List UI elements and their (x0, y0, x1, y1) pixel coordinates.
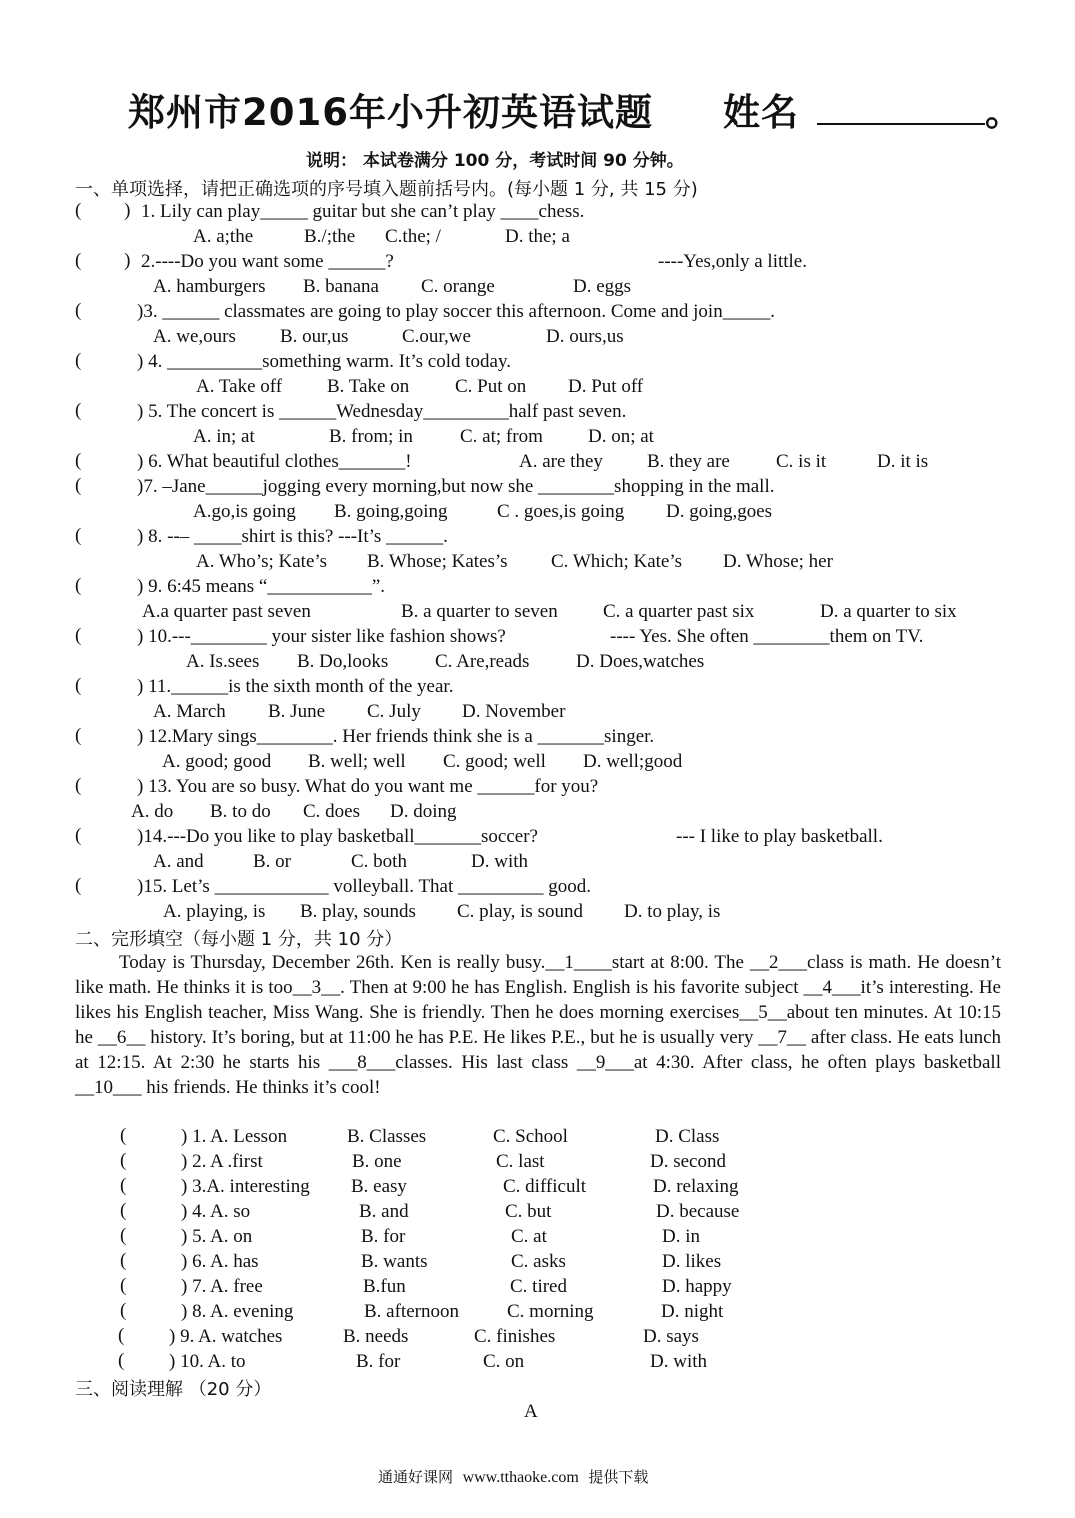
q14-reply: --- I like to play basketball. (676, 826, 883, 847)
q2-opt-c: C. orange (421, 276, 495, 297)
cloze-answer-paren[interactable]: ( (120, 1275, 127, 1296)
q14-opt-d: D. with (471, 851, 528, 872)
q3-opt-a: A. we,ours (153, 326, 236, 347)
cloze-answer-paren[interactable]: ( (120, 1250, 127, 1271)
answer-paren[interactable]: ( (75, 725, 125, 746)
cloze-item-8-b: B. afternoon (364, 1301, 459, 1322)
q13-stem: ) 13. You are so busy. What do you want me ______for you? (137, 776, 599, 797)
cloze-item-6-d: D. likes (662, 1251, 722, 1272)
answer-paren[interactable]: ( (75, 450, 125, 471)
answer-paren[interactable]: ( (75, 825, 125, 846)
cloze-answer-paren[interactable]: ( (120, 1200, 127, 1221)
q10-reply: ---- Yes. She often ________them on TV. (610, 626, 924, 647)
cloze-item-7-a: ) 7. A. free (181, 1276, 263, 1297)
answer-paren[interactable]: ( (75, 350, 125, 371)
q5-stem: ) 5. The concert is ______Wednesday_________half past seven. (137, 401, 627, 422)
q15-opt-d: D. to play, is (624, 901, 721, 922)
q12-opt-c: C. good; well (443, 751, 546, 772)
q10-opt-a: A. Is.sees (186, 651, 260, 672)
q11-opt-a: A. March (153, 701, 226, 722)
q10-opt-c: C. Are,reads (435, 651, 530, 672)
cloze-answer-paren[interactable]: ( (120, 1300, 127, 1321)
cloze-item-6-b: B. wants (361, 1251, 428, 1272)
page-footer (378, 1466, 648, 1487)
footer-site: 通通好课网 (378, 1468, 454, 1486)
cloze-passage-text: Today is Thursday, December 26th. Ken is really busy.__1____start at 8:00. The __2___class is math. He doesn’t like math. He thinks it is too__3__. Then at 9:00 he has English. English is his favorite subject __4___it’s interesting. He likes his English teacher, Miss Wang. She is friendly. Then he does morning exercises__5__about ten minutes. At 10:15 he __6__ history. It’s boring, but at 11:00 he has P.E. He likes P.E., but he is usually very __7__ after class. He eats lunch at 12:15. At 2:30 he starts his ___8___classes. His last class __9___at 4:30. After class, he often plays basketball __10___ his friends. He thinks it’s cool! (75, 952, 1001, 1098)
q5-opt-c: C. at; from (460, 426, 543, 447)
q13-opt-d: D. doing (390, 801, 457, 822)
q14-opt-a: A. and (153, 851, 204, 872)
answer-paren[interactable]: ( (75, 875, 125, 896)
cloze-item-5-d: D. in (662, 1226, 700, 1247)
cloze-item-2-d: D. second (650, 1151, 726, 1172)
cloze-item-9-a: ) 9. A. watches (169, 1326, 283, 1347)
cloze-answer-paren[interactable]: ( (120, 1225, 127, 1246)
q15-stem: )15. Let’s ____________ volleyball. That _________ good. (137, 876, 592, 897)
q1-opt-d: D. the; a (505, 226, 570, 247)
q6-opt-b: B. they are (647, 451, 730, 472)
cloze-passage (75, 950, 1001, 1100)
cloze-item-10-a: ) 10. A. to (169, 1351, 246, 1372)
section2-heading: 二、完形填空（每小题 1 分，共 10 分） (75, 929, 403, 950)
q7-opt-d: D. going,goes (666, 501, 773, 522)
cloze-item-9-b: B. needs (343, 1326, 409, 1347)
q8-stem: ) 8. --– _____shirt is this? ---It’s ______. (137, 526, 448, 547)
answer-paren[interactable]: ( (75, 775, 125, 796)
q13-opt-c: C. does (303, 801, 360, 822)
q8-opt-a: A. Who’s; Kate’s (196, 551, 328, 572)
cloze-item-7-b: B.fun (363, 1276, 406, 1297)
section3-heading: 三、阅读理解 （20 分） (75, 1379, 272, 1400)
q1-opt-a: A. a;the (193, 226, 254, 247)
q12-stem: ) 12.Mary sings________. Her friends think she is a _______singer. (137, 726, 655, 747)
q2-stem: 2.----Do you want some ______? (141, 251, 394, 272)
footer-url: www.tthaoke.com (462, 1469, 579, 1486)
cloze-item-1-c: C. School (493, 1126, 568, 1147)
q8-opt-b: B. Whose; Kates’s (367, 551, 508, 572)
q14-stem: )14.---Do you like to play basketball_______soccer? (137, 826, 538, 847)
cloze-item-3-b: B. easy (351, 1176, 407, 1197)
cloze-item-8-d: D. night (661, 1301, 724, 1322)
answer-paren[interactable]: ( (75, 300, 125, 321)
q4-opt-d: D. Put off (568, 376, 644, 397)
q9-opt-d: D. a quarter to six (820, 601, 957, 622)
q7-opt-b: B. going,going (334, 501, 448, 522)
q13-opt-a: A. do (131, 801, 174, 822)
cloze-item-5-c: C. at (511, 1226, 547, 1247)
cloze-item-4-a: ) 4. A. so (181, 1201, 251, 1222)
cloze-item-10-b: B. for (356, 1351, 401, 1372)
cloze-item-2-a: ) 2. A .first (181, 1151, 263, 1172)
q6-opt-a: A. are they (519, 451, 603, 472)
answer-paren[interactable]: ( (75, 400, 125, 421)
q2-reply: ----Yes,only a little. (658, 251, 807, 272)
q8-opt-d: D. Whose; her (723, 551, 833, 572)
cloze-item-4-b: B. and (359, 1201, 409, 1222)
q9-opt-c: C. a quarter past six (603, 601, 755, 622)
name-label: 姓名 (722, 91, 799, 134)
q15-opt-a: A. playing, is (163, 901, 266, 922)
q14-opt-b: B. or (253, 851, 291, 872)
cloze-item-10-d: D. with (650, 1351, 707, 1372)
cloze-item-7-d: D. happy (662, 1276, 732, 1297)
cloze-item-3-a: ) 3.A. interesting (181, 1176, 310, 1197)
answer-paren[interactable]: ( (75, 625, 125, 646)
section1-heading: 一、单项选择，请把正确选项的序号填入题前括号内。(每小题 1 分, 共 15 分) (75, 179, 698, 200)
q6-opt-d: D. it is (877, 451, 929, 472)
answer-paren[interactable]: ( (75, 525, 125, 546)
cloze-item-10-c: C. on (483, 1351, 525, 1372)
answer-paren[interactable]: ( ) (75, 200, 131, 221)
cloze-item-4-d: D. because (656, 1201, 740, 1222)
q11-stem: ) 11.______is the sixth month of the year. (137, 676, 454, 697)
cloze-answer-paren[interactable]: ( (120, 1125, 127, 1146)
q7-opt-a: A.go,is going (193, 501, 296, 522)
q5-opt-b: B. from; in (329, 426, 413, 447)
q6-opt-c: C. is it (776, 451, 827, 472)
answer-paren[interactable]: ( (75, 475, 125, 496)
q12-opt-b: B. well; well (308, 751, 406, 772)
cloze-item-5-a: ) 5. A. on (181, 1226, 253, 1247)
q4-opt-a: A. Take off (196, 376, 283, 397)
q15-opt-c: C. play, is sound (457, 901, 583, 922)
q3-opt-d: D. ours,us (546, 326, 624, 347)
cloze-item-1-d: D. Class (655, 1126, 720, 1147)
footer-suffix: 提供下载 (588, 1468, 649, 1486)
q15-opt-b: B. play, sounds (300, 901, 416, 922)
answer-paren[interactable]: ( (75, 575, 125, 596)
q13-opt-b: B. to do (210, 801, 271, 822)
cloze-item-9-c: C. finishes (474, 1326, 556, 1347)
cloze-answer-paren[interactable]: ( (118, 1350, 125, 1371)
cloze-item-9-d: D. says (643, 1326, 699, 1347)
cloze-item-5-b: B. for (361, 1226, 406, 1247)
cloze-answer-paren[interactable]: ( (118, 1325, 125, 1346)
exam-note: 说明： 本试卷满分 100 分，考试时间 90 分钟。 (306, 151, 684, 171)
q2-opt-b: B. banana (303, 276, 379, 297)
q4-opt-b: B. Take on (327, 376, 410, 397)
q12-opt-d: D. well;good (583, 751, 683, 772)
cloze-item-2-b: B. one (352, 1151, 402, 1172)
q11-opt-b: B. June (268, 701, 325, 722)
q2-opt-d: D. eggs (573, 276, 632, 297)
cloze-item-6-a: ) 6. A. has (181, 1251, 259, 1272)
q11-opt-d: D. November (462, 701, 566, 722)
q14-opt-c: C. both (351, 851, 407, 872)
q6-stem: ) 6. What beautiful clothes_______! (137, 451, 412, 472)
q7-opt-c: C . goes,is going (497, 501, 625, 522)
name-blank[interactable] (817, 93, 985, 125)
cloze-item-4-c: C. but (505, 1201, 552, 1222)
q5-opt-d: D. on; at (588, 426, 654, 447)
title-text: 郑州市2016年小升初英语试题 (128, 91, 653, 134)
cloze-item-1-b: B. Classes (347, 1126, 427, 1147)
q12-opt-a: A. good; good (162, 751, 272, 772)
cloze-item-8-a: ) 8. A. evening (181, 1301, 294, 1322)
q7-stem: )7. –Jane______jogging every morning,but now she ________shopping in the mall. (137, 476, 775, 497)
q4-opt-c: C. Put on (455, 376, 527, 397)
q9-opt-a: A.a quarter past seven (142, 601, 311, 622)
cloze-item-7-c: C. tired (510, 1276, 567, 1297)
cloze-item-3-d: D. relaxing (653, 1176, 739, 1197)
cloze-answer-paren[interactable]: ( (120, 1175, 127, 1196)
q10-opt-b: B. Do,looks (297, 651, 389, 672)
q8-opt-c: C. Which; Kate’s (551, 551, 683, 572)
q10-opt-d: D. Does,watches (576, 651, 705, 672)
q5-opt-a: A. in; at (193, 426, 255, 447)
q2-opt-a: A. hamburgers (153, 276, 266, 297)
answer-paren[interactable]: ( (75, 675, 125, 696)
q11-opt-c: C. July (367, 701, 421, 722)
exam-title (128, 82, 1023, 136)
q3-opt-c: C.our,we (402, 326, 471, 347)
q10-stem: ) 10.---________ your sister like fashion shows? (137, 626, 506, 647)
cloze-item-6-c: C. asks (511, 1251, 566, 1272)
cloze-item-8-c: C. morning (507, 1301, 594, 1322)
q1-opt-b: B./;the (304, 226, 356, 247)
answer-paren[interactable]: ( ) (75, 250, 131, 271)
name-end: 。 (984, 91, 1023, 134)
q1-opt-c: C.the; / (385, 226, 441, 247)
cloze-answer-paren[interactable]: ( (120, 1150, 127, 1171)
q4-stem: ) 4. __________something warm. It’s cold today. (137, 351, 511, 372)
reading-part-label: A (524, 1401, 538, 1422)
cloze-item-2-c: C. last (496, 1151, 545, 1172)
cloze-item-3-c: C. difficult (503, 1176, 587, 1197)
q3-stem: )3. ______ classmates are going to play soccer this afternoon. Come and join_____. (137, 301, 775, 322)
q9-opt-b: B. a quarter to seven (401, 601, 558, 622)
q3-opt-b: B. our,us (280, 326, 349, 347)
q9-stem: ) 9. 6:45 means “___________”. (137, 576, 386, 597)
q1-stem: 1. Lily can play_____ guitar but she can’t play ____chess. (141, 201, 585, 222)
cloze-item-1-a: ) 1. A. Lesson (181, 1126, 288, 1147)
